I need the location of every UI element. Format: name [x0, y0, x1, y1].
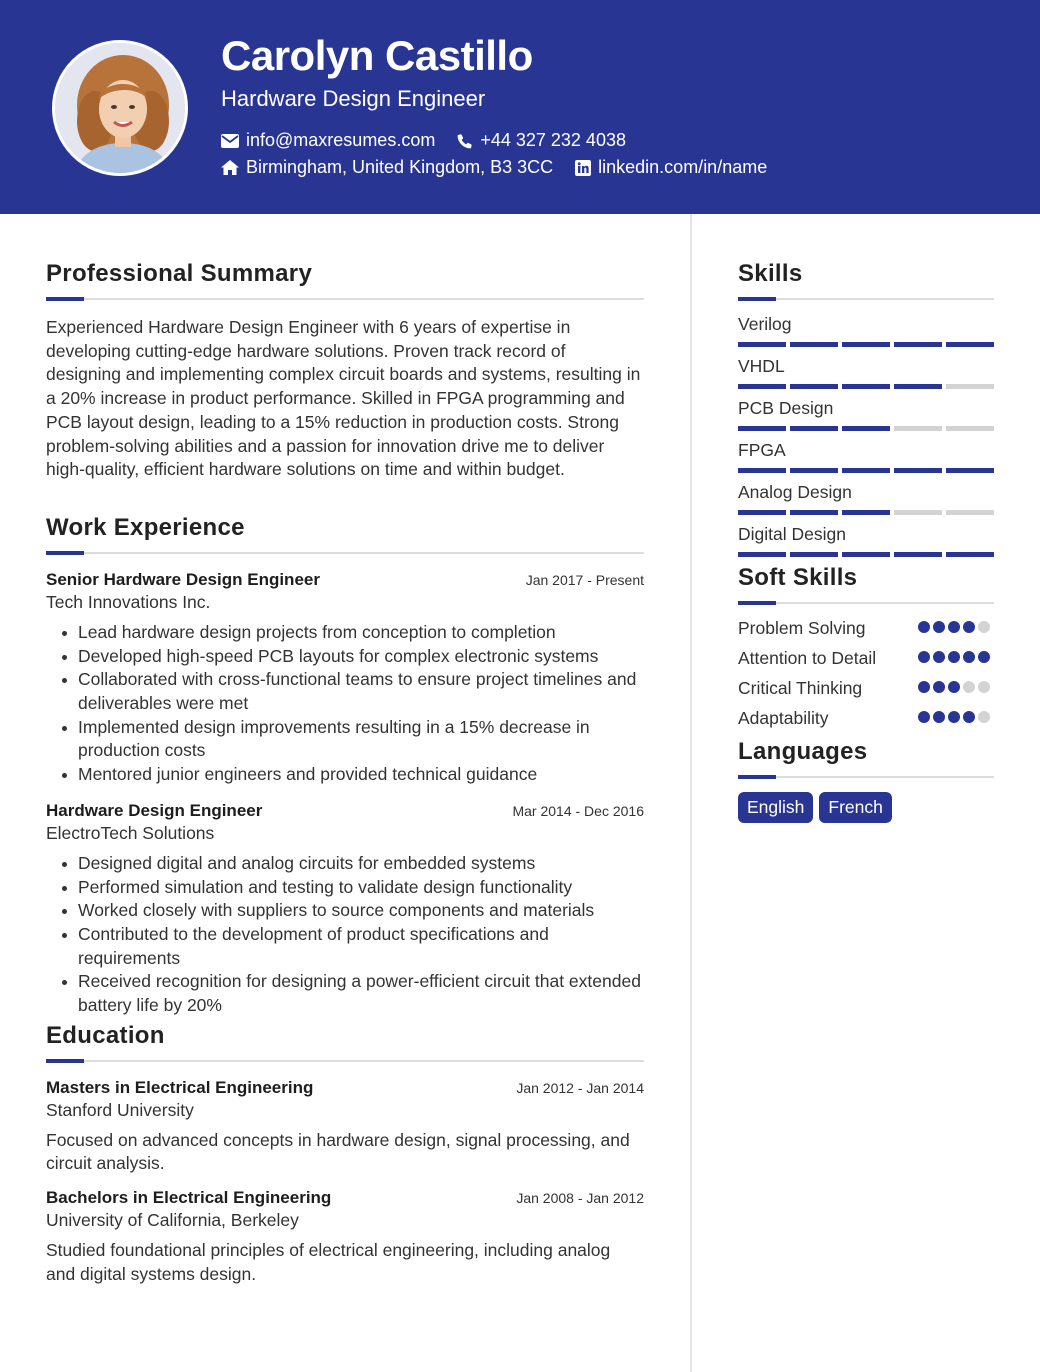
skill-level-segment [894, 384, 942, 389]
education-section [46, 1020, 644, 1287]
skill-item [738, 438, 994, 473]
education-degree: Masters in Electrical Engineering [46, 1077, 314, 1097]
soft-skill-name: Critical Thinking [738, 678, 863, 698]
profile-photo [52, 40, 188, 176]
linkedin-icon [575, 160, 591, 176]
rating-dot [948, 681, 960, 693]
skill-level-segment [842, 510, 890, 515]
education-entry [46, 1078, 644, 1176]
skill-name: Digital Design [738, 524, 846, 544]
skill-level-segment [790, 342, 838, 347]
list-item: Worked closely with suppliers to source components and materials [62, 899, 644, 923]
summary-text: Experienced Hardware Design Engineer with 6 years of expertise in developing cutting-edge hardware solutions. Proven track record of designing and implementing complex circuit boards and systems, resulting in a 20% increase in product performance. Skilled in FPGA programming and PCB layout design, leading to a 15% reduction in production costs. Strong problem-solving abilities and a passion for innovation drive me to deliver high-quality, efficient hardware solutions on time and within budget. [46, 317, 641, 480]
skill-level-bar [738, 468, 994, 473]
skill-item [738, 522, 994, 557]
rating-dot [933, 681, 945, 693]
soft-skills-section [738, 562, 994, 731]
list-item: Lead hardware design projects from conception to completion [62, 621, 644, 645]
skill-name: FPGA [738, 440, 786, 460]
skill-level-segment [790, 552, 838, 557]
phone-icon [457, 133, 473, 149]
section-rule [738, 776, 994, 778]
skill-item [738, 396, 994, 431]
languages-list [738, 792, 994, 823]
rating-dot [948, 621, 960, 633]
soft-skill-item [738, 706, 994, 731]
experience-heading: Work Experience [46, 513, 245, 541]
job-dates: Mar 2014 - Dec 2016 [512, 802, 644, 819]
skill-level-segment [738, 426, 786, 431]
education-school: University of California, Berkeley [46, 1210, 299, 1231]
language-badge: French [819, 792, 891, 823]
skill-level-segment [842, 468, 890, 473]
skill-level-segment [790, 384, 838, 389]
skill-level-segment [738, 552, 786, 557]
skill-level-segment [842, 426, 890, 431]
education-dates: Jan 2008 - Jan 2012 [516, 1190, 644, 1207]
job-role: Hardware Design Engineer [46, 800, 263, 820]
section-rule [46, 552, 644, 554]
skill-level-segment [790, 426, 838, 431]
skill-level-segment [738, 342, 786, 347]
list-item: Developed high-speed PCB layouts for complex electronic systems [62, 645, 644, 669]
rating-dot [978, 621, 990, 633]
column-divider [690, 214, 692, 1372]
education-description: Studied foundational principles of electrical engineering, including analog and digital systems design. [46, 1240, 611, 1284]
education-dates: Jan 2012 - Jan 2014 [516, 1079, 644, 1096]
job-company: Tech Innovations Inc. [46, 591, 211, 612]
rating-dot [963, 651, 975, 663]
soft-skill-name: Problem Solving [738, 618, 866, 638]
job-company: ElectroTech Solutions [46, 822, 215, 843]
list-item: Designed digital and analog circuits for embedded systems [62, 852, 644, 876]
skill-name: Analog Design [738, 482, 852, 502]
soft-skill-item [738, 616, 994, 641]
list-item: Contributed to the development of product specifications and requirements [62, 923, 644, 970]
rating-dot [978, 681, 990, 693]
list-item: Received recognition for designing a power-efficient circuit that extended battery life by 20% [62, 970, 644, 1017]
home-icon [221, 160, 239, 175]
skill-level-segment [894, 342, 942, 347]
rating-dot [948, 651, 960, 663]
skill-item [738, 480, 994, 515]
candidate-title: Hardware Design Engineer [221, 86, 486, 111]
rating-dot [978, 711, 990, 723]
job-entry [46, 801, 644, 1018]
main-column [46, 258, 644, 1287]
rating-dot [918, 681, 930, 693]
languages-heading: Languages [738, 738, 868, 765]
soft-skill-rating [918, 646, 994, 666]
skill-level-segment [842, 342, 890, 347]
languages-section [738, 736, 994, 823]
skill-item [738, 312, 994, 347]
skill-level-bar [738, 552, 994, 557]
contact-linkedin-text: linkedin.com/in/name [598, 157, 768, 177]
skill-level-segment [894, 468, 942, 473]
skill-level-segment [894, 552, 942, 557]
job-role: Senior Hardware Design Engineer [46, 569, 320, 589]
rating-dot [933, 651, 945, 663]
resume-header [0, 0, 1040, 214]
contact-row-2 [221, 157, 789, 178]
job-entry [46, 570, 644, 787]
list-item: Mentored junior engineers and provided technical guidance [62, 763, 644, 787]
summary-section [46, 258, 644, 482]
skill-level-segment [946, 510, 994, 515]
contact-email[interactable] [221, 130, 435, 151]
skill-item [738, 354, 994, 389]
candidate-name: Carolyn Castillo [221, 32, 533, 79]
skill-name: PCB Design [738, 398, 834, 418]
envelope-icon [221, 134, 239, 148]
list-item: Implemented design improvements resulting in a 15% decrease in production costs [62, 716, 644, 763]
rating-dot [978, 651, 990, 663]
skill-name: Verilog [738, 314, 792, 334]
skill-level-segment [894, 510, 942, 515]
skill-level-segment [738, 384, 786, 389]
language-badge: English [738, 792, 813, 823]
skill-level-segment [842, 552, 890, 557]
contact-phone-text: +44 327 232 4038 [480, 130, 626, 150]
skill-level-segment [946, 384, 994, 389]
rating-dot [918, 651, 930, 663]
education-degree: Bachelors in Electrical Engineering [46, 1188, 332, 1208]
skill-level-bar [738, 342, 994, 347]
skill-level-segment [946, 552, 994, 557]
contact-linkedin[interactable] [575, 157, 767, 178]
soft-skill-rating [918, 676, 994, 696]
skill-level-segment [738, 510, 786, 515]
sidebar-column [738, 258, 994, 823]
soft-skill-name: Attention to Detail [738, 648, 877, 668]
section-rule [46, 1060, 644, 1062]
soft-skill-item [738, 676, 994, 701]
soft-skill-item [738, 646, 994, 671]
skill-level-segment [790, 468, 838, 473]
skill-level-segment [946, 342, 994, 347]
skill-level-segment [790, 510, 838, 515]
rating-dot [963, 681, 975, 693]
contact-row-1 [221, 130, 648, 151]
education-entry [46, 1188, 644, 1286]
rating-dot [963, 621, 975, 633]
skill-level-bar [738, 510, 994, 515]
rating-dot [933, 711, 945, 723]
contact-address [221, 157, 553, 178]
skill-level-bar [738, 384, 994, 389]
job-bullets [46, 621, 644, 787]
skills-heading: Skills [738, 260, 803, 287]
skills-list [738, 312, 994, 557]
summary-heading: Professional Summary [46, 260, 313, 287]
skill-level-segment [946, 468, 994, 473]
skill-level-segment [738, 468, 786, 473]
contact-address-text: Birmingham, United Kingdom, B3 3CC [246, 157, 554, 177]
contact-phone[interactable] [457, 130, 626, 151]
job-bullets [46, 852, 644, 1018]
rating-dot [933, 621, 945, 633]
soft-skill-rating [918, 706, 994, 726]
soft-skills-heading: Soft Skills [738, 564, 858, 591]
section-rule [738, 298, 994, 300]
list-item: Performed simulation and testing to validate design functionality [62, 876, 644, 900]
section-rule [46, 298, 644, 300]
job-dates: Jan 2017 - Present [525, 571, 644, 588]
contact-email-text: info@maxresumes.com [246, 130, 436, 150]
soft-skills-list [738, 616, 994, 731]
list-item: Collaborated with cross-functional teams to ensure project timelines and deliverables were met [62, 668, 644, 715]
rating-dot [918, 711, 930, 723]
rating-dot [963, 711, 975, 723]
soft-skill-rating [918, 616, 994, 636]
rating-dot [918, 621, 930, 633]
skill-level-bar [738, 426, 994, 431]
skill-level-segment [894, 426, 942, 431]
skill-name: VHDL [738, 356, 785, 376]
soft-skill-name: Adaptability [738, 708, 829, 728]
profile-photo-illustration [55, 43, 188, 176]
rating-dot [948, 711, 960, 723]
section-rule [738, 602, 994, 604]
education-school: Stanford University [46, 1099, 194, 1120]
skill-level-segment [842, 384, 890, 389]
education-heading: Education [46, 1021, 165, 1049]
skill-level-segment [946, 426, 994, 431]
skills-section [738, 258, 994, 557]
experience-section [46, 512, 644, 1018]
education-description: Focused on advanced concepts in hardware design, signal processing, and circuit analysis. [46, 1129, 630, 1174]
